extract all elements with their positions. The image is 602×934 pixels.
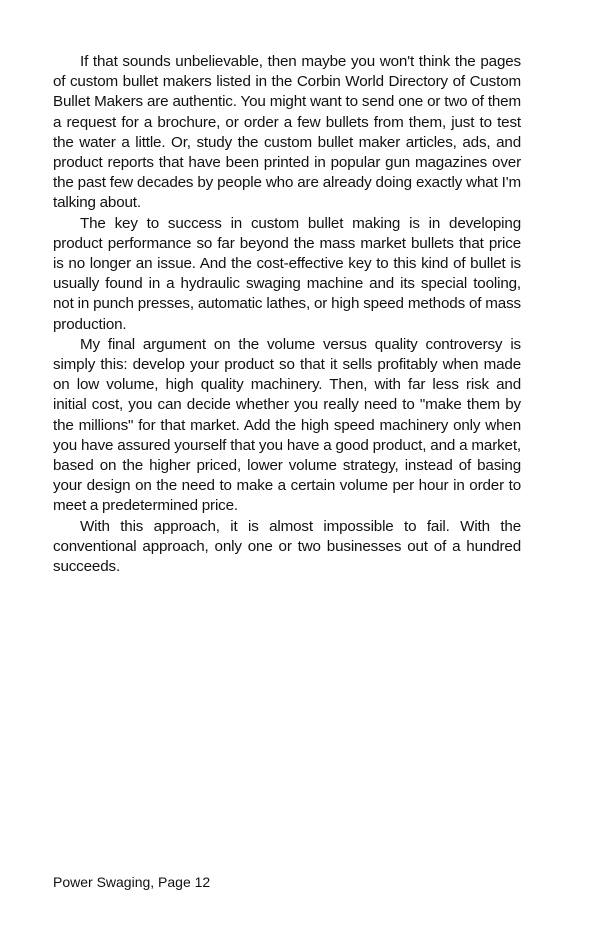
paragraph-3: My final argument on the volume versus quality controversy is simply this: develop your product so that it sells profitably when made on low volume, high quality machinery. Then, with far less risk and initial cost, you can decide whether you really need to "make them by the millions" for that market. Add the high speed machinery only when you have assured yourself that you have a good product, and a market, based on the higher priced, lower volume strategy, instead of basing your design on the need to make a certain volume per hour in order to meet a predetermined price. (53, 335, 521, 515)
paragraph-2: The key to success in custom bullet making is in developing product performance so far beyond the mass market bullets that price is no longer an issue. And the cost-effective key to this kind of bullet is usually found in a hydraulic swaging machine and its special tooling, not in punch presses, automatic lathes, or high speed methods of mass production. (53, 214, 521, 333)
page-footer: Power Swaging, Page 12 (53, 874, 211, 890)
paragraph-4: With this approach, it is almost impossible to fail. With the conventional approach, only one or two businesses out of a hundred succeeds. (53, 517, 521, 576)
body-text (53, 52, 521, 577)
paragraph-1: If that sounds unbelievable, then maybe you won't think the pages of custom bullet makers listed in the Corbin World Directory of Custom Bullet Makers are authentic. You might want to send one or two of them a request for a brochure, or order a few bullets from them, just to test the water a little. Or, study the custom bullet maker articles, ads, and product reports that have been printed in popular gun magazines over the past few decades by people who are already doing exactly what I'm talking about. (53, 53, 521, 212)
